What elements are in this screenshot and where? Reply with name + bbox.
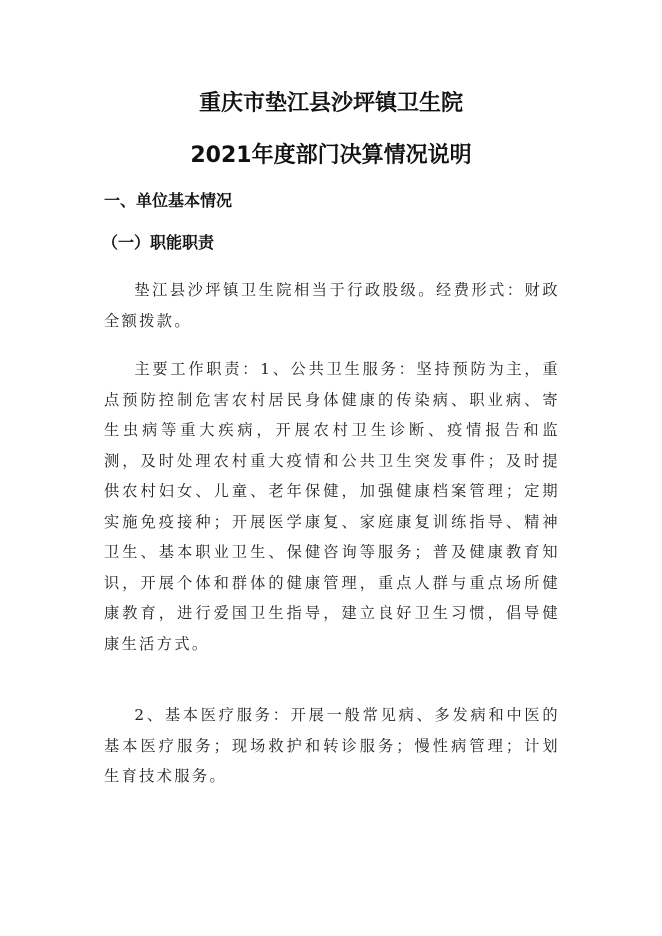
document-title-line-2: 2021年度部门决算情况说明 <box>190 143 472 168</box>
subsection-heading-duties: （一）职能职责 <box>102 233 215 252</box>
paragraph-unit-overview: 垫江县沙坪镇卫生院相当于行政股级。经费形式：财政全额拨款。 <box>104 281 560 330</box>
paragraph-basic-medical-services: 2、基本医疗服务：开展一般常见病、多发病和中医的基本医疗服务；现场救护和转诊服务；慢性病管理；计划生育技术服务。 <box>104 706 560 785</box>
document-title-line-1: 重庆市垫江县沙坪镇卫生院 <box>198 91 463 116</box>
section-heading-basic-info: 一、单位基本情况 <box>104 191 233 210</box>
paragraph-main-duties: 主要工作职责：1、公共卫生服务：坚持预防为主，重点预防控制危害农村居民身体健康的传染病、职业病、寄生虫病等重大疾病，开展农村卫生诊断、疫情报告和监测，及时处理农村重大疫情和公共卫生突发事件；及时提供农村妇女、儿童、老年保健，加强健康档案管理；定期实施免疫接种；开展医学康复、家庭康复训练指导、精神卫生、基本职业卫生、保健咨询等服务；普及健康教育知识，开展个体和群体的健康管理，重点人群与重点场所健康教育，进行爱国卫生指导，建立良好卫生习惯，倡导健康生活方式。 <box>104 360 560 653</box>
